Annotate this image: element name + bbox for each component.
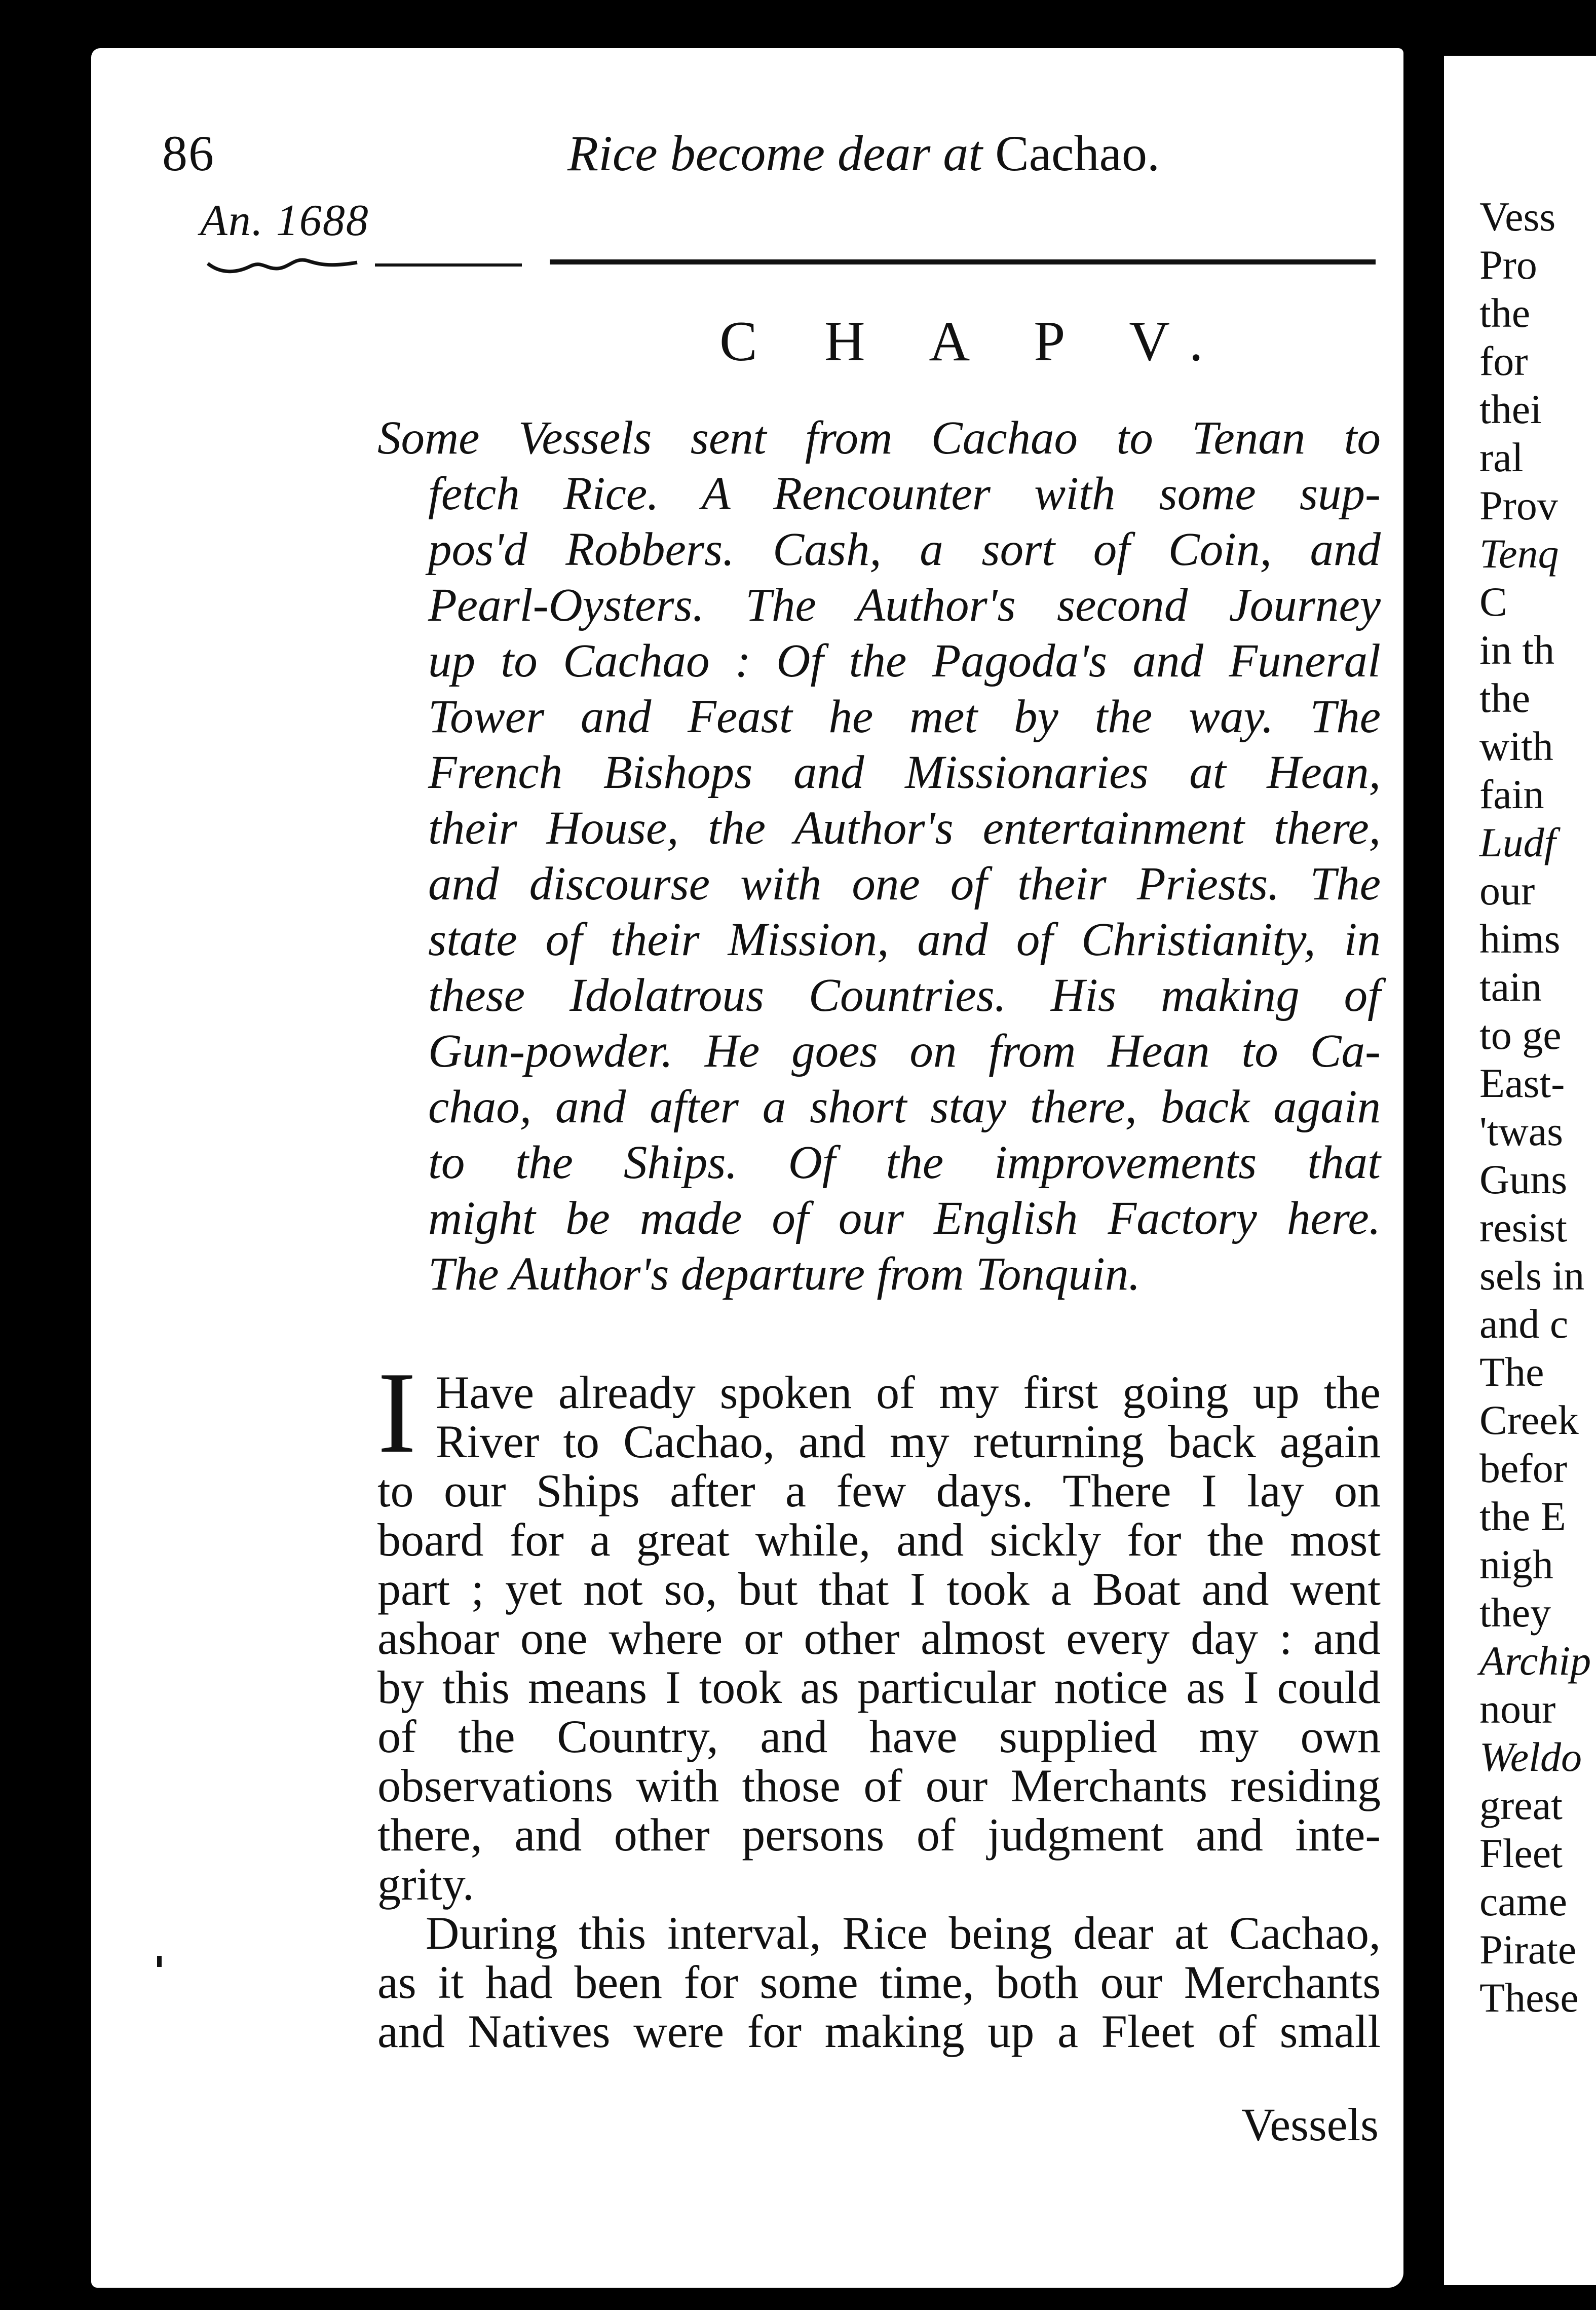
facing-page-line: the [1479, 290, 1531, 336]
body-line: there, and other persons of judgment and inte- [377, 1809, 1381, 1861]
facing-page-line: resist [1479, 1204, 1568, 1251]
facing-page-line: they [1479, 1589, 1551, 1636]
facing-page-line: for [1479, 338, 1528, 384]
facing-page-text [1479, 193, 1591, 2022]
body-line: board for a great while, and sickly for the most [377, 1514, 1381, 1566]
facing-page-line: tain [1479, 964, 1542, 1010]
facing-page-line: The [1479, 1349, 1544, 1395]
facing-page-line: Vess [1479, 194, 1556, 240]
facing-page-line: the [1479, 675, 1531, 721]
catchword: Vessels [1241, 2099, 1379, 2150]
facing-page-line: great [1479, 1782, 1563, 1828]
body-line: River to Cachao, and my returning back again [436, 1416, 1381, 1467]
facing-page-line: nour [1479, 1686, 1556, 1732]
facing-page-line: sels in [1479, 1253, 1585, 1299]
facing-page-line: Pirate [1479, 1926, 1577, 1973]
flourish-ornament [205, 253, 362, 279]
facing-page-line: ral [1479, 434, 1524, 480]
summary-line: up to Cachao : Of the Pagoda's and Funeral [428, 635, 1381, 687]
body-line: part ; yet not so, but that I took a Boat and went [377, 1563, 1381, 1615]
facing-page-line: East- [1479, 1060, 1565, 1106]
chapter-heading: C H A P V. [719, 310, 1230, 373]
facing-page-line: the E [1479, 1493, 1566, 1539]
summary-line: and discourse with one of their Priests. The [428, 858, 1381, 910]
body-line: Have already spoken of my first going up the [436, 1367, 1381, 1418]
summary-line: chao, and after a short stay there, back again [428, 1081, 1381, 1133]
facing-page-line: C [1479, 579, 1507, 625]
summary-line: pos'd Robbers. Cash, a sort of Coin, and [428, 523, 1381, 576]
facing-page-line: to ge [1479, 1012, 1562, 1058]
summary-line: state of their Mission, and of Christianity, in [428, 914, 1381, 966]
summary-line: Pearl-Oysters. The Author's second Journey [428, 579, 1381, 631]
facing-page-line: befor [1479, 1445, 1568, 1491]
summary-line: these Idolatrous Countries. His making of [428, 969, 1381, 1021]
facing-page-line: Ludf [1479, 819, 1556, 865]
facing-page-line: fain [1479, 771, 1544, 817]
running-head-roman: Cachao. [995, 125, 1160, 181]
ink-speck [157, 1956, 162, 1967]
body-line: and Natives were for making up a Fleet of small [377, 2005, 1381, 2057]
facing-page-line: 'twas [1479, 1108, 1564, 1154]
chapter-summary [377, 410, 1381, 1302]
facing-page-line: thei [1479, 386, 1542, 432]
summary-line: their House, the Author's entertainment there, [428, 802, 1381, 854]
margin-year-note: An. 1688 [200, 196, 369, 245]
body-line: grity. [377, 1858, 474, 1910]
body-line: as it had been for some time, both our Merchants [377, 1956, 1381, 2008]
facing-page-line: Weldo [1479, 1734, 1582, 1780]
facing-page-line: Prov [1479, 482, 1558, 528]
body-line: by this means I took as particular notice as I could [377, 1661, 1381, 1713]
facing-page-line: and c [1479, 1301, 1569, 1347]
summary-line: Gun-powder. He goes on from Hean to Ca- [428, 1025, 1381, 1077]
summary-line: The Author's departure from Tonquin. [428, 1248, 1141, 1300]
facing-page-line: Pro [1479, 242, 1537, 288]
summary-line: might be made of our English Factory here. [428, 1192, 1381, 1244]
page-number: 86 [162, 125, 215, 181]
summary-line: to the Ships. Of the improvements that [428, 1137, 1381, 1189]
header-rule-long [550, 259, 1376, 264]
running-head-italic: Rice become dear at [567, 125, 983, 181]
body-line: observations with those of our Merchants residing [377, 1760, 1381, 1811]
facing-page [1444, 56, 1596, 2285]
running-head [567, 124, 1160, 182]
facing-page-line: nigh [1479, 1541, 1553, 1587]
facing-page-line: These [1479, 1975, 1579, 2021]
body-line: ashoar one where or other almost every day : and [377, 1612, 1381, 1664]
summary-line: Tower and Feast he met by the way. The [428, 691, 1381, 743]
facing-page-line: Archip [1479, 1638, 1591, 1684]
body-line: of the Country, and have supplied my own [377, 1711, 1381, 1762]
facing-page-line: in th [1479, 627, 1555, 673]
facing-page-line: hims [1479, 916, 1561, 962]
facing-page-line: came [1479, 1878, 1567, 1924]
facing-page-line: Tenq [1479, 531, 1559, 577]
header-rule-short [375, 263, 522, 267]
facing-page-line: Creek [1479, 1397, 1579, 1443]
facing-page-line: Guns [1479, 1156, 1568, 1202]
facing-page-line: Fleet [1479, 1830, 1563, 1876]
body-text [377, 1368, 1381, 2056]
body-line: to our Ships after a few days. There I lay on [377, 1465, 1381, 1517]
facing-page-line: our [1479, 867, 1535, 914]
body-line: During this interval, Rice being dear at Cachao, [426, 1907, 1381, 1959]
summary-line: fetch Rice. A Rencounter with some sup- [428, 468, 1381, 520]
drop-cap: I [377, 1348, 416, 1477]
facing-page-line: with [1479, 723, 1553, 769]
summary-line: Some Vessels sent from Cachao to Tenan to [377, 412, 1381, 464]
summary-line: French Bishops and Missionaries at Hean, [428, 746, 1381, 799]
